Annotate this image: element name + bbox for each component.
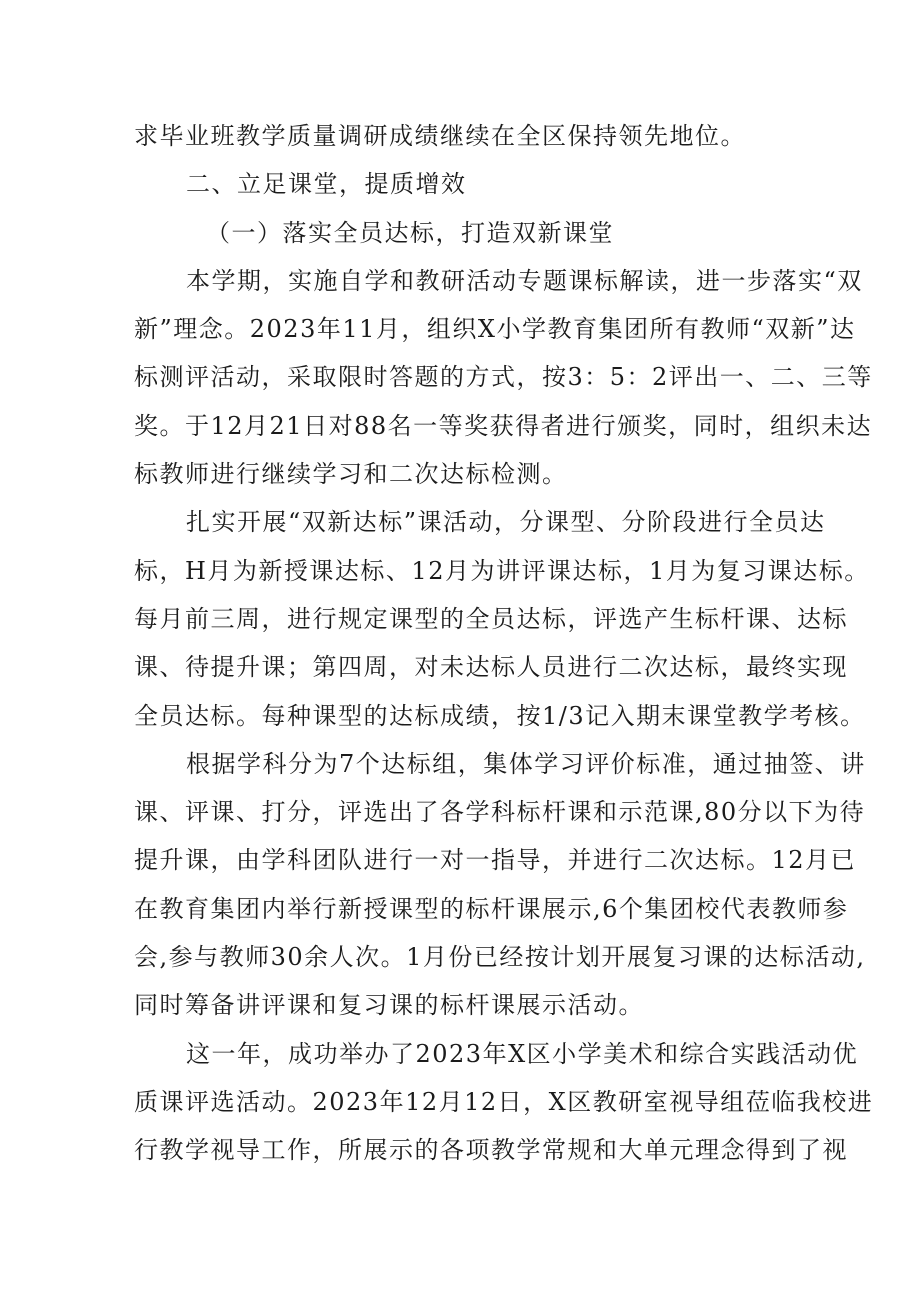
- document-body: [134, 112, 874, 1175]
- paragraph-line: 提升课，由学科团队进行一对一指导，并进行二次达标。12月已: [134, 846, 857, 875]
- subsection-heading: （一）落实全员达标，打造双新课堂: [206, 218, 614, 247]
- paragraph-line: 同时筹备讲评课和复习课的标杆课展示活动。: [134, 991, 644, 1020]
- paragraph-line: 会,参与教师30余人次。1月份已经按计划开展复习课的达标活动,: [134, 943, 866, 972]
- paragraph-line: 标，H月为新授课达标、12月为讲评课达标，1月为复习课达标。: [134, 556, 870, 585]
- paragraph-line: 课、待提升课；第四周，对未达标人员进行二次达标，最终实现: [134, 653, 848, 682]
- paragraph-line: 行教学视导工作，所展示的各项教学常规和大单元理念得到了视: [134, 1136, 848, 1165]
- paragraph-line: 新”理念。2023年11月，组织X小学教育集团所有教师“双新”达: [134, 315, 856, 344]
- paragraph-line: 扎实开展“双新达标”课活动，分课型、分阶段进行全员达: [186, 508, 826, 537]
- paragraph-line: 在教育集团内举行新授课型的标杆课展示,6个集团校代表教师参: [134, 894, 849, 923]
- paragraph-line: 每月前三周，进行规定课型的全员达标，评选产生标杆课、达标: [134, 604, 848, 633]
- paragraph-line: 根据学科分为7个达标组，集体学习评价标准，通过抽签、讲: [186, 749, 866, 778]
- paragraph-line: 奖。于12月21日对88名一等奖获得者进行颁奖，同时，组织未达: [134, 411, 873, 440]
- paragraph-line: 全员达标。每种课型的达标成绩，按1/3记入期末课堂教学考核。: [134, 701, 866, 730]
- paragraph-line: 标测评活动，采取限时答题的方式，按3：5：2评出一、二、三等: [134, 363, 873, 392]
- paragraph-line: 本学期，实施自学和教研活动专题课标解读，进一步落实“双: [186, 266, 863, 295]
- paragraph-line: 课、评课、打分，评选出了各学科标杆课和示范课,80分以下为待: [134, 798, 866, 827]
- paragraph-continuation-line: 求毕业班教学质量调研成绩继续在全区保持领先地位。: [134, 122, 746, 150]
- paragraph-line: 这一年，成功举办了2023年X区小学美术和综合实践活动优: [186, 1039, 859, 1068]
- paragraph-line: 质课评选活动。2023年12月12日，X区教研室视导组莅临我校进: [134, 1087, 874, 1116]
- paragraph-line: 标教师进行继续学习和二次达标检测。: [134, 460, 568, 489]
- section-heading: 二、立足课堂，提质增效: [186, 170, 467, 199]
